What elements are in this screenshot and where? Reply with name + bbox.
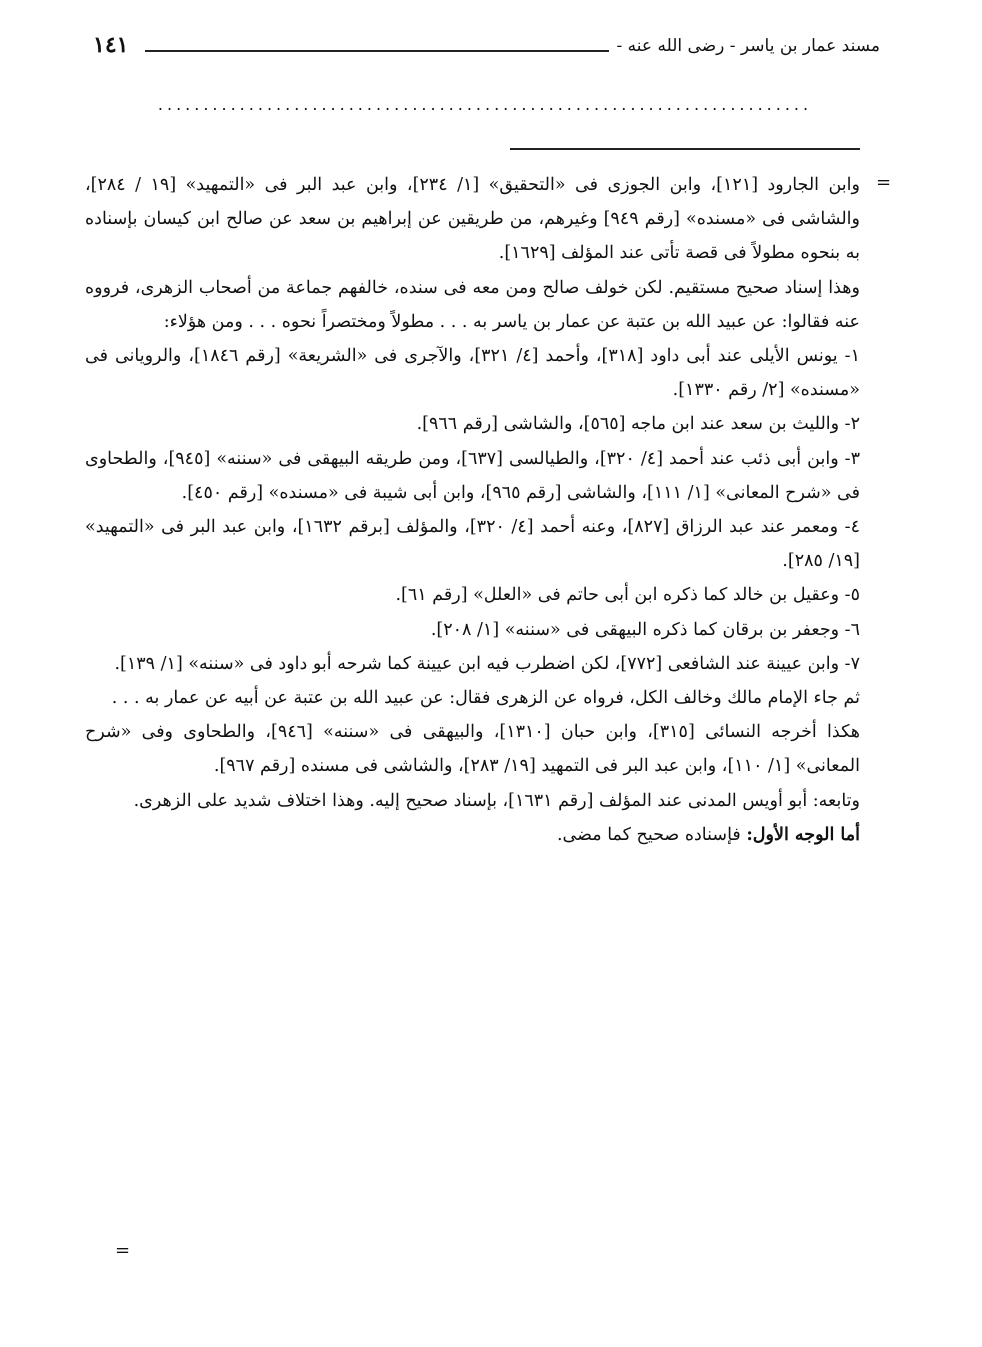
list-item-7: ٧- وابن عيينة عند الشافعى [٧٧٢]، لكن اضطرب فيه ابن عيينة كما شرحه أبو داود فى «سننه» [١/ ١٣٩]. (114, 653, 860, 674)
page-number: ١٤١ (85, 32, 136, 58)
paragraph-1: وابن الجارود [١٢١]، وابن الجوزى فى «التحقيق» [١/ ٢٣٤]، وابن عبد البر فى «التمهيد» [١٩ / ٢٨٤]، والشاشى فى «مسنده» [رقم ٩٤٩] وغيرهم، من طريقين عن إبراهيم بن سعد عن صالح ابن كيسان بإسناده به بنحوه مطولاً فى قصة تأتى عند المؤلف [١٦٢٩]. (85, 175, 860, 264)
list-item-2: ٢- والليث بن سعد عند ابن ماجه [٥٦٥]، والشاشى [رقم ٩٦٦]. (416, 414, 860, 435)
list-item-1: ١- يونس الأيلى عند أبى داود [٣١٨]، وأحمد [٤/ ٣٢١]، والآجرى فى «الشريعة» [رقم ١٨٤٦]، والرويانى فى «مسنده» [٢/ رقم ١٣٣٠]. (85, 346, 860, 401)
page-header (85, 32, 880, 68)
list-item-5: ٥- وعقيل بن خالد كما ذكره ابن أبى حاتم فى «العلل» [رقم ٦١]. (395, 585, 860, 606)
footnote-rule (510, 148, 860, 150)
final-bold-lead: أما الوجه الأول: (746, 824, 860, 845)
paragraph-2: وهذا إسناد صحيح مستقيم. لكن خولف صالح ومن معه فى سنده، خالفهم جماعة من أصحاب الزهرى، فرووه عنه فقالوا: عن عبيد الله بن عتبة عن عمار بن ياسر به . . . مطولاً ومختصراً نحوه . . . ومن هؤلاء: (85, 277, 860, 332)
list-item-6: ٦- وجعفر بن برقان كما ذكره البيهقى فى «سننه» [١/ ٢٠٨]. (430, 619, 860, 640)
continuation-mark-start: = (876, 172, 892, 193)
paragraph-5: وتابعه: أبو أويس المدنى عند المؤلف [رقم ١٦٣١]، بإسناد صحيح إليه. وهذا اختلاف شديد على الزهرى. (133, 790, 860, 811)
paragraph-4: هكذا أخرجه النسائى [٣١٥]، وابن حبان [١٣١٠]، والبيهقى فى «سننه» [٩٤٦]، والطحاوى وفى «شرح المعانى» [١/ ١١٠]، وابن عبد البر فى التمهيد [١٩/ ٢٨٣]، والشاشى فى مسنده [رقم ٩٦٧]. (85, 722, 860, 777)
list-item-3: ٣- وابن أبى ذئب عند أحمد [٤/ ٣٢٠]، والطيالسى [٦٣٧]، ومن طريقه البيهقى فى «سننه» [٩٤٥]، والطحاوى فى «شرح المعانى» [١/ ١١١]، والشاشى [رقم ٩٦٥]، وابن أبى شيبة فى «مسنده» [رقم ٤٥٠]. (85, 448, 860, 503)
continuation-mark-end: = (115, 1240, 131, 1261)
footnote-body (85, 168, 860, 852)
dotted-separator: ........................................................................ (157, 95, 813, 111)
paragraph-3: ثم جاء الإمام مالك وخالف الكل، فرواه عن الزهرى فقال: عن عبيد الله بن عتبة عن أبيه عن عمار به . . . (111, 688, 860, 709)
final-rest: فإسناده صحيح كما مضى. (556, 824, 747, 845)
running-title: مسند عمار بن ياسر - رضى الله عنه - (609, 36, 880, 56)
list-item-4: ٤- ومعمر عند عبد الرزاق [٨٢٧]، وعنه أحمد [٤/ ٣٢٠]، والمؤلف [برقم ١٦٣٢]، وابن عبد البر فى «التمهيد» [١٩/ ٢٨٥]. (85, 517, 860, 572)
final-paragraph (85, 818, 860, 852)
